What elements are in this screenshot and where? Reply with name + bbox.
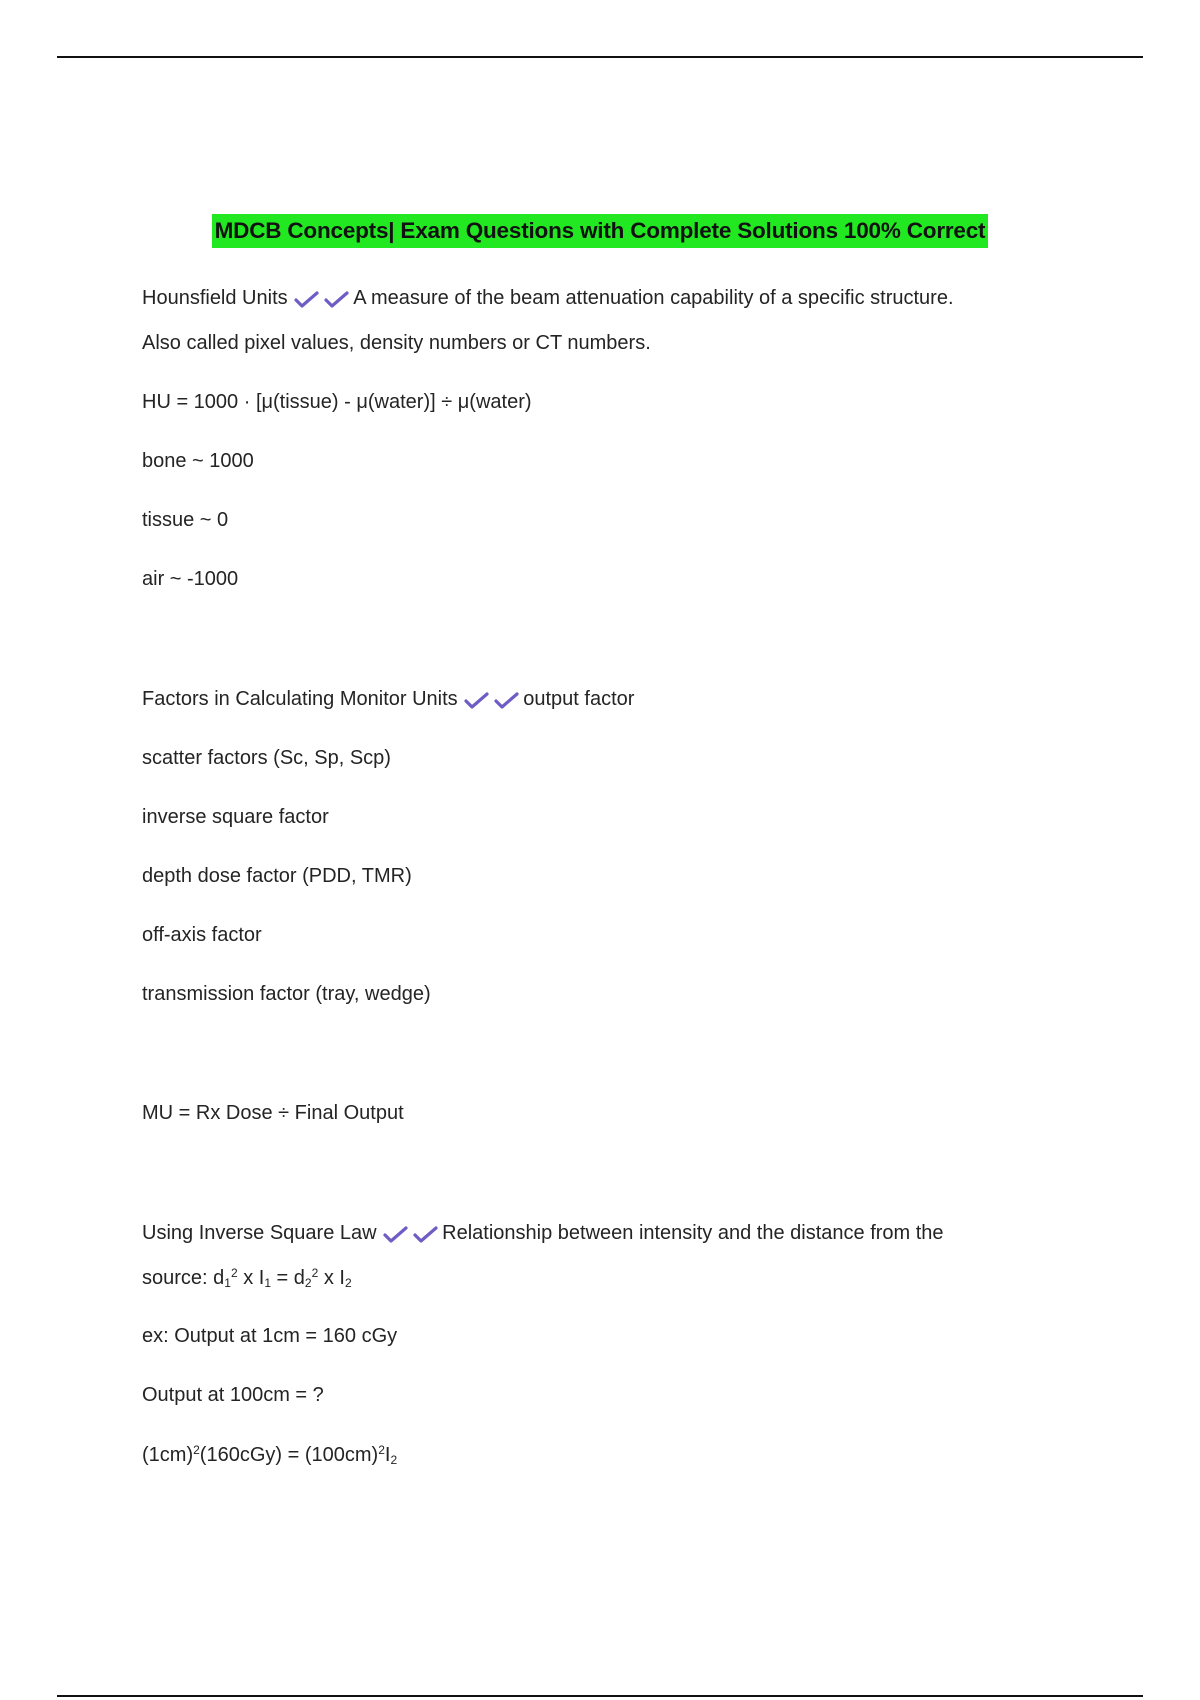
formula-superscript: 2	[193, 1443, 200, 1457]
formula-superscript: 2	[311, 1266, 319, 1280]
formula-text: = d	[271, 1267, 305, 1289]
formula-subscript: 2	[390, 1453, 398, 1467]
bottom-rule	[57, 1695, 1143, 1697]
qa-inverse-square-law	[142, 1222, 944, 1245]
formula-subscript: 1	[224, 1276, 231, 1290]
hu-formula: HU = 1000 · [μ(tissue) - μ(water)] ÷ μ(water)	[142, 391, 532, 413]
output-question: Output at 100cm = ?	[142, 1384, 324, 1406]
depth-dose-factor: depth dose factor (PDD, TMR)	[142, 865, 412, 887]
definition-hounsfield: A measure of the beam attenuation capability of a specific structure.	[353, 287, 954, 309]
check-mark-icon	[493, 690, 521, 710]
calculation	[142, 1443, 397, 1467]
document-title: MDCB Concepts| Exam Questions with Complete Solutions 100% Correct	[212, 214, 989, 248]
definition-inverse-square-law: Relationship between intensity and the distance from the	[442, 1222, 944, 1244]
formula-text: x I	[237, 1267, 265, 1289]
title-block	[0, 214, 1200, 248]
definition-hounsfield-continued: Also called pixel values, density numbers or CT numbers.	[142, 332, 651, 354]
bone-value: bone ~ 1000	[142, 450, 254, 472]
term-hounsfield: Hounsfield Units	[142, 287, 288, 309]
definition-monitor-units: output factor	[523, 688, 635, 710]
formula-subscript: 1	[264, 1276, 271, 1290]
example-output: ex: Output at 1cm = 160 cGy	[142, 1325, 398, 1347]
formula-superscript: 2	[230, 1266, 238, 1280]
formula-text: (1cm)	[142, 1444, 194, 1466]
check-mark-icon	[323, 289, 351, 309]
off-axis-factor: off-axis factor	[142, 924, 262, 946]
formula-text: I	[384, 1444, 391, 1466]
formula-text: (160cGy) = (100cm)	[199, 1444, 379, 1466]
formula-superscript: 2	[378, 1443, 385, 1457]
formula-text: x I	[318, 1267, 345, 1289]
term-monitor-units: Factors in Calculating Monitor Units	[142, 688, 458, 710]
top-rule	[57, 56, 1143, 58]
air-value: air ~ -1000	[142, 568, 239, 590]
formula-text: source: d	[142, 1267, 225, 1289]
tissue-value: tissue ~ 0	[142, 509, 229, 531]
inverse-square-formula	[142, 1266, 352, 1290]
check-mark-icon	[293, 289, 321, 309]
formula-subscript: 2	[304, 1276, 312, 1290]
qa-monitor-units	[142, 688, 634, 711]
transmission-factor: transmission factor (tray, wedge)	[142, 983, 431, 1005]
mu-formula: MU = Rx Dose ÷ Final Output	[142, 1102, 404, 1124]
inverse-square-factor: inverse square factor	[142, 806, 329, 828]
check-mark-icon	[382, 1224, 410, 1244]
check-mark-icon	[463, 690, 491, 710]
qa-hounsfield	[142, 287, 954, 310]
check-mark-icon	[412, 1224, 440, 1244]
scatter-factors: scatter factors (Sc, Sp, Scp)	[142, 747, 391, 769]
term-inverse-square-law: Using Inverse Square Law	[142, 1222, 377, 1244]
formula-subscript: 2	[344, 1276, 352, 1290]
